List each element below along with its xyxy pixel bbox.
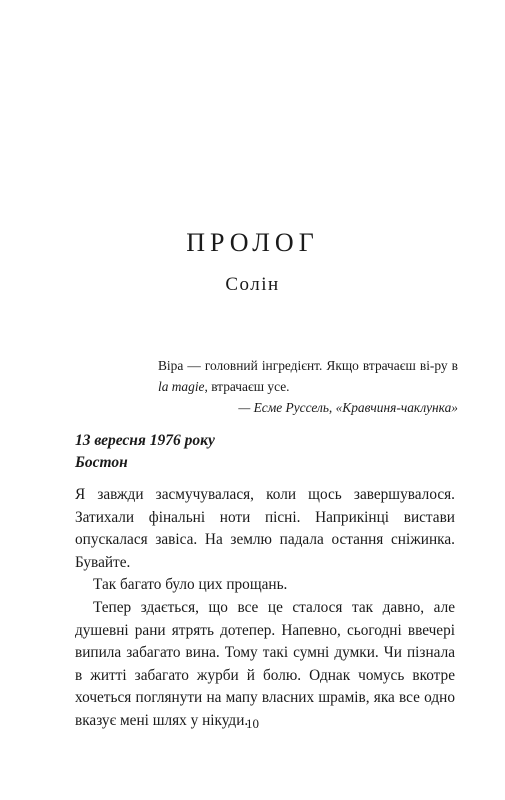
paragraph: Я завжди засмучувалася, коли щось завершувалося. Затихали фінальні ноти пісні. Наприкінці вистави опускалася завіса. На землю падала остання сніжинка. Бувайте. (75, 486, 455, 571)
epigraph-quote (158, 355, 458, 397)
epigraph-attribution: — Есме Руссель, «Кравчиня-чаклунка» (238, 400, 458, 415)
epigraph-text-after: , втрачаєш усе. (204, 379, 290, 394)
epigraph-text-before: Віра — головний інгредієнт. Якщо втрачаєш ві-ру в (158, 358, 458, 373)
epigraph-italic-phrase: la magie (158, 379, 205, 394)
paragraph: Так багато було цих прощань. (93, 576, 288, 594)
page-number: 10 (246, 716, 259, 731)
dateline-date: 13 вересня 1976 року (75, 432, 215, 449)
paragraph: Тепер здається, що все це сталося так давно, але душевні рани ятрять дотепер. Напевно, сьогодні ввечері випила забагато вина. Тому такі сумні думки. Чи пізнала в житті забагато журби й болю. Однак чомусь вкотре хочеться поглянути на мапу власних шрамів, яка все одно вказує мені шлях у нікуди. (75, 598, 455, 729)
chapter-title: ПРОЛОГ (186, 228, 319, 257)
epigraph (158, 355, 458, 418)
dateline-place: Бостон (75, 454, 128, 471)
dateline (75, 430, 455, 474)
body-text (75, 484, 455, 733)
chapter-subtitle: Солін (225, 274, 280, 295)
